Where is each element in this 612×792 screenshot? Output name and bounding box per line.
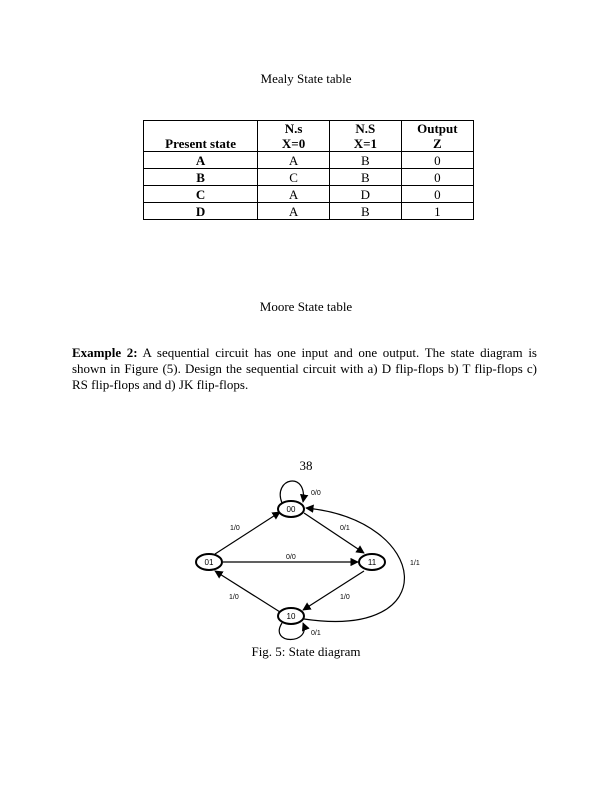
header-next-state-x1: N.S X=1: [329, 121, 401, 152]
example-text: A sequential circuit has one input and one output. The state diagram is shown in Figure (5). Design the sequential circuit with a) D flip-flops b) T flip-flops c) RS flip-flops and d) JK flip-flops.: [72, 345, 537, 392]
table-row: D A B 1: [144, 203, 474, 220]
edge-label-01-11: 0/0: [286, 554, 296, 561]
table-row: B C B 0: [144, 169, 474, 186]
header-output: Output Z: [401, 121, 473, 152]
edge-self-00: [280, 481, 303, 503]
table-row: A A B 0: [144, 152, 474, 169]
edge-label-self-00: 0/0: [311, 490, 321, 497]
figure-caption: Fig. 5: State diagram: [251, 644, 361, 659]
header-next-state-x0: N.s X=0: [258, 121, 330, 152]
state-label-11: 11: [367, 558, 377, 567]
edge-label-10-01: 1/0: [229, 594, 239, 601]
example-paragraph: [72, 345, 537, 393]
state-label-00: 00: [286, 505, 296, 514]
mealy-state-table: [143, 120, 474, 220]
state-label-01: 01: [204, 558, 214, 567]
state-label-10: 10: [286, 612, 296, 621]
edge-01-00: [215, 512, 280, 554]
edge-label-11-00: 1/1: [410, 560, 420, 567]
state-diagram: [190, 470, 430, 645]
table-header-row: [144, 121, 474, 152]
moore-table-title: Moore State table: [259, 299, 353, 314]
edge-00-11: [304, 513, 364, 553]
table-row: C A D 0: [144, 186, 474, 203]
edge-label-11-10: 1/0: [340, 594, 350, 601]
edge-11-00: [304, 508, 404, 621]
header-present-state: Present state: [144, 121, 258, 152]
edge-label-self-10: 0/1: [311, 630, 321, 637]
page-number: 38: [299, 458, 313, 473]
edge-label-01-00: 1/0: [230, 525, 240, 532]
edge-11-10: [303, 571, 364, 610]
mealy-table-title: Mealy State table: [260, 71, 352, 86]
edge-label-00-11: 0/1: [340, 525, 350, 532]
example-label: Example 2:: [72, 345, 138, 360]
edge-self-10: [279, 623, 304, 640]
edge-10-01: [215, 571, 280, 612]
